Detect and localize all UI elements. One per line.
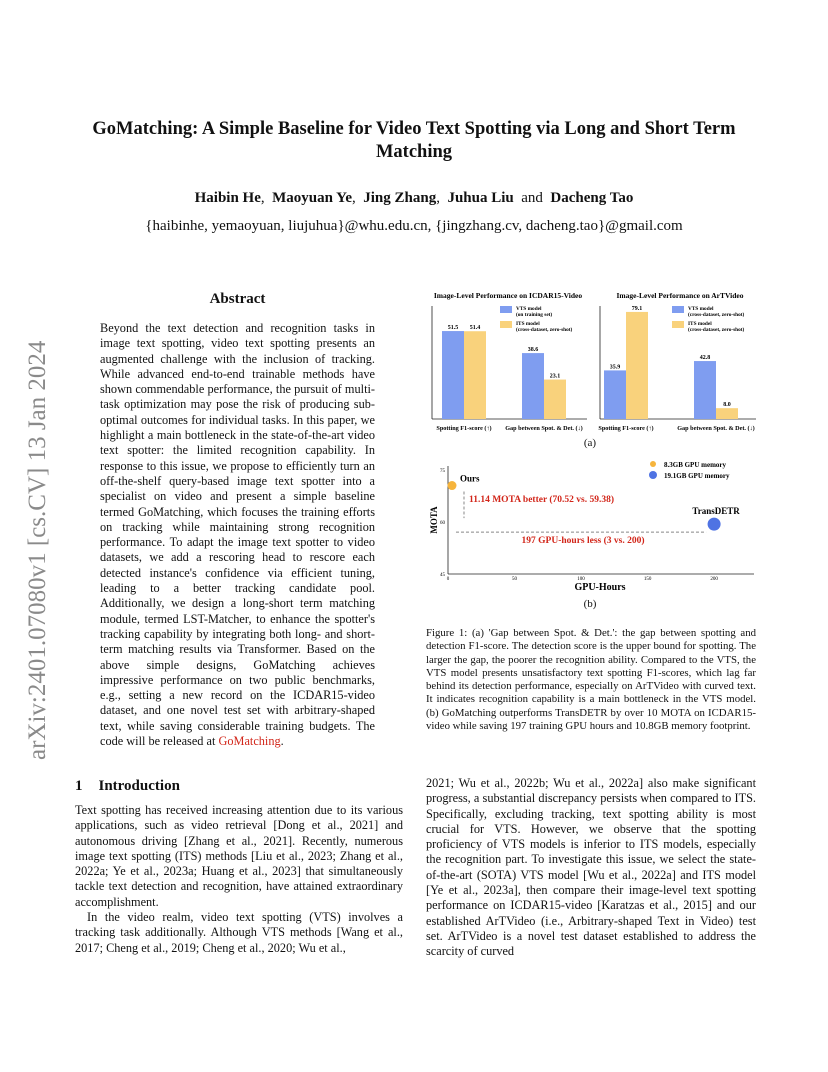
y-tick-label: 75 — [440, 469, 445, 474]
arxiv-id: arXiv:2401.07080v1 [cs.CV] 13 Jan 2024 — [24, 340, 51, 760]
legend-label: 8.3GB GPU memory — [664, 461, 727, 469]
intro-right-column: 2021; Wu et al., 2022b; Wu et al., 2022a] also make significant progress, a substantial discrepancy persists when compared to ITS. Specifically, excluding tracking, text spotting ability is most crucial for VTS. However, we observe that the spotting proficiency of VTS models is inferior to ITS models, especially the recognition part. To investigate this issue, we select the state-of-the-art (SOTA) VTS model [Wu et al., 2022a] and ITS model [Ye et al., 2023a], then compare their image-level text spotting performance on ICDAR15-video [Karatzas et al., 2015] and our established ArTVideo (i.e., Arbitrary-shaped Text in Video) test set. ArTVideo is a novel test dataset established to address the scarcity of curved — [426, 776, 756, 959]
intro-left-column — [75, 803, 403, 956]
legend-label: (cross-dataset, zero-shot) — [688, 312, 745, 318]
legend-swatch — [672, 306, 684, 313]
x-tick-label: 200 — [710, 577, 718, 582]
chart-title: Image-Level Performance on ICDAR15-Video — [433, 291, 583, 300]
category-label: Gap between Spot. & Det. (↓) — [677, 425, 755, 432]
figure-1a — [422, 286, 762, 451]
author: Haibin He — [194, 190, 261, 206]
x-tick-label: 50 — [512, 577, 518, 582]
figure-label-a: (a) — [583, 437, 597, 449]
legend-label: ITS model — [516, 321, 540, 327]
bar — [464, 331, 486, 419]
code-link[interactable]: GoMatching — [218, 734, 281, 749]
legend-label: (cross-dataset, zero-shot) — [516, 327, 573, 333]
y-tick-label: 60 — [440, 521, 445, 526]
y-tick-label: 45 — [440, 573, 445, 578]
author: Maoyuan Ye — [272, 190, 352, 206]
author-sep: , — [352, 190, 356, 206]
author-sep: , — [436, 190, 440, 206]
section-title: Introduction — [98, 778, 180, 794]
author: Dacheng Tao — [550, 190, 634, 206]
legend-swatch — [500, 306, 512, 313]
bar — [604, 370, 626, 419]
x-tick-label: 100 — [577, 577, 585, 582]
title-line-1: GoMatching: A Simple Baseline for Video Text Spotting via Long and Short Term — [92, 119, 736, 139]
bar-value-label: 23.1 — [549, 373, 561, 380]
gpu-annotation: 197 GPU-hours less (3 vs. 200) — [521, 536, 645, 547]
bar-value-label: 51.4 — [469, 325, 481, 332]
author: Jing Zhang — [363, 190, 437, 206]
abstract-body — [100, 321, 375, 749]
arxiv-stamp — [22, 290, 52, 760]
legend-swatch — [672, 321, 684, 328]
title-line-2: Matching — [375, 142, 453, 162]
legend-marker — [650, 461, 656, 467]
bar-value-label: 42.8 — [699, 355, 711, 362]
point-label: TransDETR — [692, 506, 740, 517]
paragraph: In the video realm, video text spotting (VTS) involves a tracking task additionally. Although VTS methods [Wang et al., 2017; Cheng et al., 2019; Cheng et al., 2020; Wu et al., — [75, 910, 403, 955]
section-number: 1 — [75, 778, 83, 794]
figure-label-b: (b) — [583, 598, 597, 610]
figure-1b — [424, 456, 760, 596]
author-sep: , — [260, 190, 265, 206]
author: Juhua Liu — [447, 190, 514, 206]
bar — [544, 380, 566, 419]
y-axis-label: MOTA — [429, 506, 439, 534]
bar — [694, 361, 716, 419]
bar-value-label: 35.9 — [609, 364, 621, 371]
legend-label: ITS model — [688, 321, 712, 327]
figure-caption: Figure 1: (a) 'Gap between Spot. & Det.': the gap between spotting and detection F1-score. The detection score is the upper bound for spotting. The larger the gap, the poorer the recognition ability. Compared to the VTS, the VTS model presents unsatisfactory text spotting F1-scores, which lag far behind its detection performance, especially on ArTVideo with curved text. It indicates recognition capability is a main bottleneck in the VTS model. (b) GoMatching outperforms TransDETR by over 10 MOTA on ICDAR15-video while saving 197 training GPU hours and 10.8GB memory footprint. — [426, 627, 756, 733]
bar-value-label: 79.1 — [631, 305, 643, 312]
abstract-end: . — [280, 734, 284, 749]
bar — [716, 408, 738, 419]
point-ours — [447, 481, 456, 490]
bar — [442, 331, 464, 419]
point-label: Ours — [459, 473, 480, 484]
x-axis-label: GPU-Hours — [574, 582, 626, 593]
category-label: Spotting F1-score (↑) — [436, 425, 492, 432]
bar-chart-artvideo — [598, 291, 756, 432]
category-label: Gap between Spot. & Det. (↓) — [505, 425, 583, 432]
paper-title — [60, 118, 768, 164]
abstract-text: Beyond the text detection and recognition tasks in image text spotting, video text spotting presents an augmented challenge with the inclusion of tracking. While advanced end-to-end trainable methods have shown commendable performance, the pursuit of multi-task optimization may pose the risk of producing sub-optimal outcomes for individual tasks. In this paper, we highlight a main bottleneck in the state-of-the-art video text spotter: the limited recognition capability. In response to this issue, we propose to efficiently turn an off-the-shelf query-based image text spotter into a specialist on video and present a simple baseline termed GoMatching, which focuses the training efforts on tracking while maintaining strong recognition performance. To adapt the image text spotter to video datasets, we add a rescoring head to rescore each detected instance's confidence via efficient tuning, leading to a better tracking candidate pool. Additionally, we design a long-short term matching module, termed LST-Matcher, to enhance the spotter's tracking capability by integrating both long- and short-term matching results via Transformer. Based on the above simple designs, GoMatching achieves impressive performance on two public benchmarks, e.g., setting a new record on the ICDAR15-video dataset, and one novel test set with arbitrary-shaped text, while saving considerable training budgets. The code will be released at — [100, 321, 375, 749]
author-list — [60, 190, 768, 207]
mota-annotation: 11.14 MOTA better (70.52 vs. 59.38) — [468, 494, 615, 505]
legend-swatch — [500, 321, 512, 328]
x-tick-label: 150 — [643, 577, 652, 582]
legend-marker — [649, 471, 657, 479]
legend-label: 19.1GB GPU memory — [664, 472, 730, 480]
bar-value-label: 8.0 — [723, 402, 731, 409]
paragraph: Text spotting has received increasing attention due to its various applications, such as video retrieval [Dong et al., 2021] and autonomous driving [Zhang et al., 2021]. Recently, numerous image text spotting (ITS) methods [Liu et al., 2023; Zhang et al., 2022a; Ye et al., 2023a; Huang et al., 2023] that simultaneously tackle text detection and recognition, have attained extraordinary accomplishment. — [75, 803, 403, 909]
section-heading — [75, 778, 180, 795]
author-and: and — [521, 190, 543, 206]
legend-label: (cross-dataset, zero-shot) — [688, 327, 745, 333]
x-tick-label: 0 — [446, 577, 450, 582]
legend-label: VTS model — [688, 306, 714, 312]
bar-chart-icdar15 — [432, 291, 587, 432]
author-emails: {haibinhe, yemaoyuan, liujuhua}@whu.edu.cn, {jingzhang.cv, dacheng.tao}@gmail.com — [145, 218, 683, 234]
bar-value-label: 38.6 — [527, 347, 539, 354]
point-transdetr — [708, 518, 721, 531]
abstract-heading: Abstract — [209, 291, 266, 307]
chart-title: Image-Level Performance on ArTVideo — [616, 291, 744, 300]
legend-label: VTS model — [516, 306, 542, 312]
bar — [626, 312, 648, 419]
legend-label: (on training set) — [516, 312, 553, 318]
bar — [522, 353, 544, 419]
bar-value-label: 51.5 — [447, 325, 459, 332]
category-label: Spotting F1-score (↑) — [598, 425, 654, 432]
